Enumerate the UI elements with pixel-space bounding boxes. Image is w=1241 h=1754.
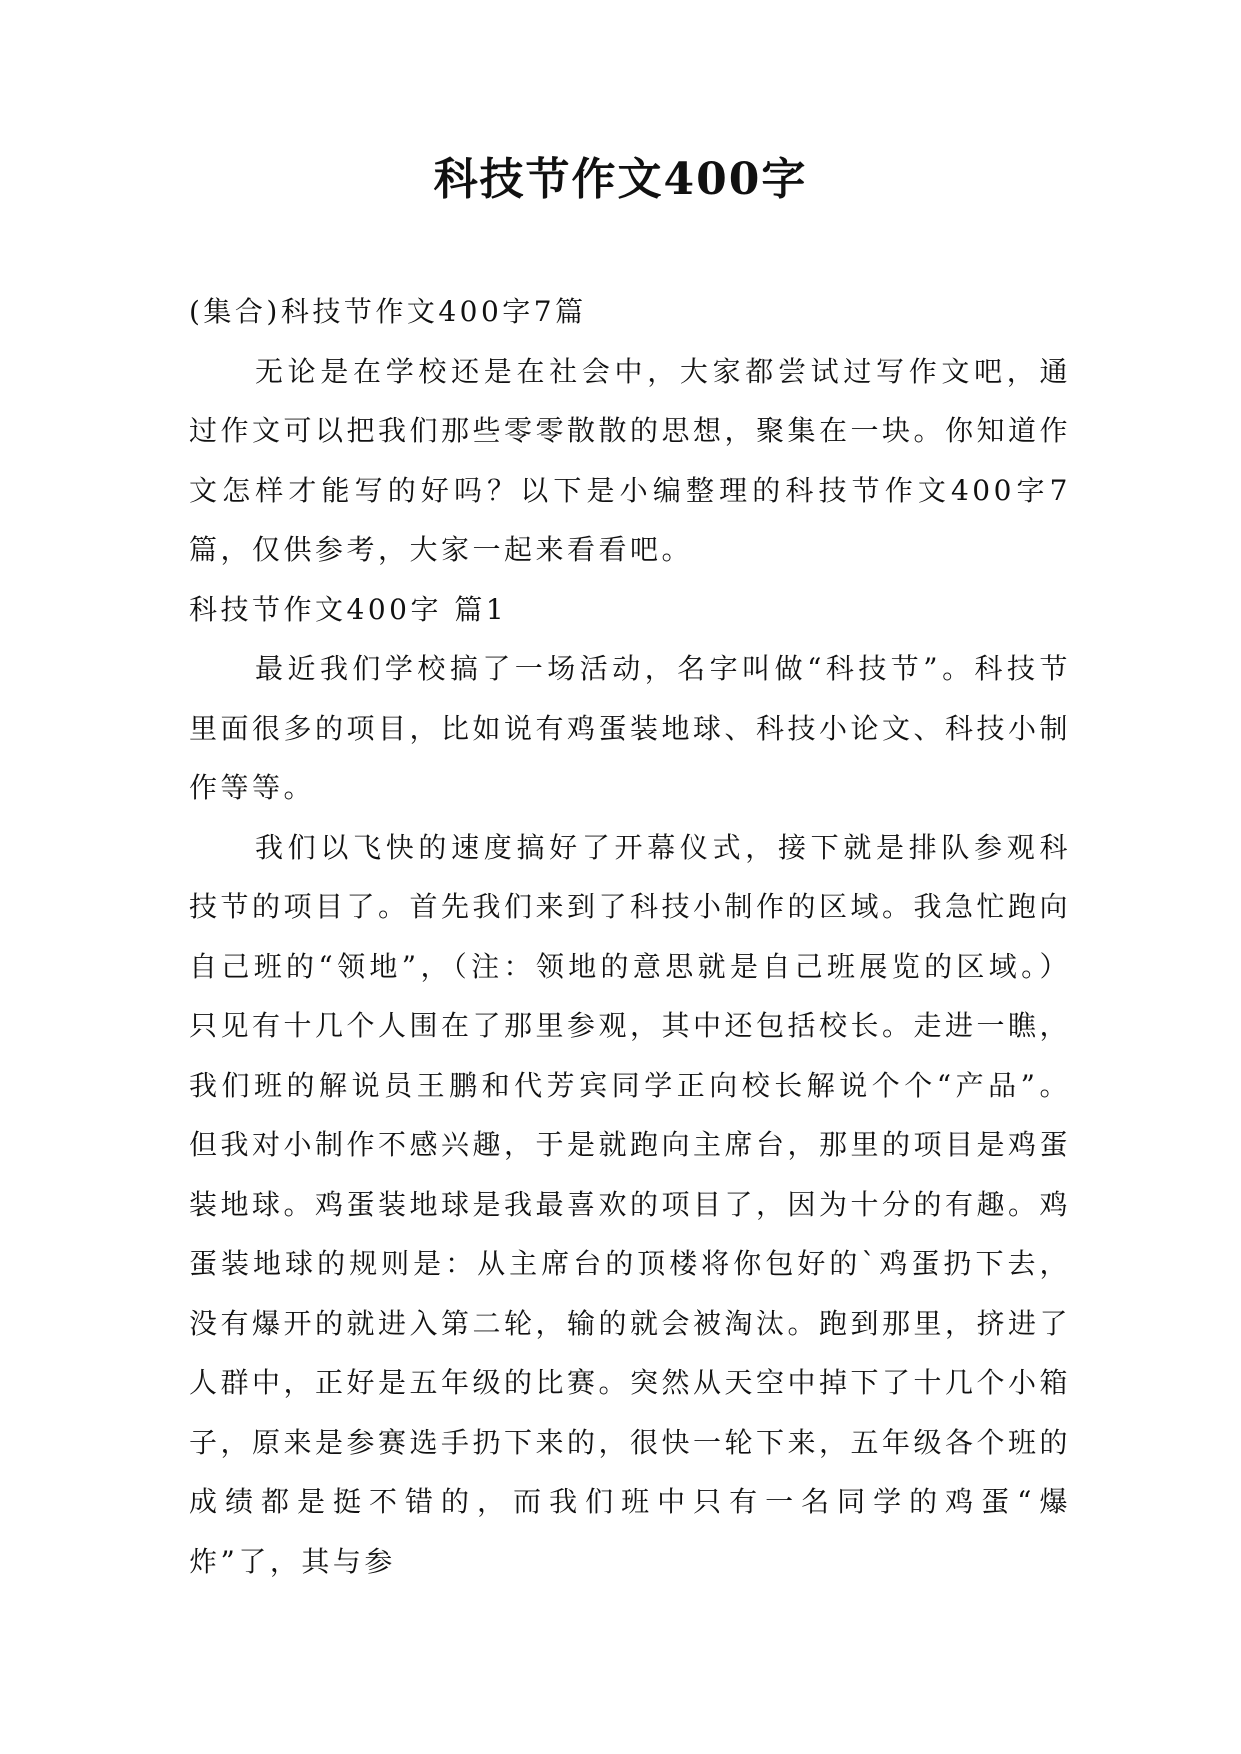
document-body xyxy=(189,282,1071,1591)
intro-paragraph: 无论是在学校还是在社会中，大家都尝试过写作文吧，通过作文可以把我们那些零零散散的思想，聚集在一块。你知道作文怎样才能写的好吗？以下是小编整理的科技节作文400字7篇，仅供参考，大家一起来看看吧。 xyxy=(189,354,1072,566)
document-subtitle: (集合)科技节作文400字7篇 xyxy=(189,295,587,328)
body-paragraph-2: 我们以飞快的速度搞好了开幕仪式，接下就是排队参观科技节的项目了。首先我们来到了科技小制作的区域。我急忙跑向自己班的“领地”，（注：领地的意思就是自己班展览的区域。）只见有十几个人围在了那里参观，其中还包括校长。走进一瞧，我们班的解说员王鹏和代芳宾同学正向校长解说个个“产品”。但我对小制作不感兴趣，于是就跑向主席台，那里的项目是鸡蛋装地球。鸡蛋装地球是我最喜欢的项目了，因为十分的有趣。鸡蛋装地球的规则是：从主席台的顶楼将你包好的`鸡蛋扔下去，没有爆开的就进入第二轮，输的就会被淘汰。跑到那里，挤进了人群中，正好是五年级的比赛。突然从天空中掉下了十几个小箱子，原来是参赛选手扔下来的，很快一轮下来，五年级各个班的成绩都是挺不错的，而我们班中只有一名同学的鸡蛋“爆炸”了，其与参 xyxy=(189,830,1072,1578)
section-heading: 科技节作文400字 篇1 xyxy=(189,592,508,626)
body-paragraph-1: 最近我们学校搞了一场活动，名字叫做“科技节”。科技节里面很多的项目，比如说有鸡蛋装地球、科技小论文、科技小制作等等。 xyxy=(189,652,1072,804)
document-title: 科技节作文400字 xyxy=(433,154,808,205)
